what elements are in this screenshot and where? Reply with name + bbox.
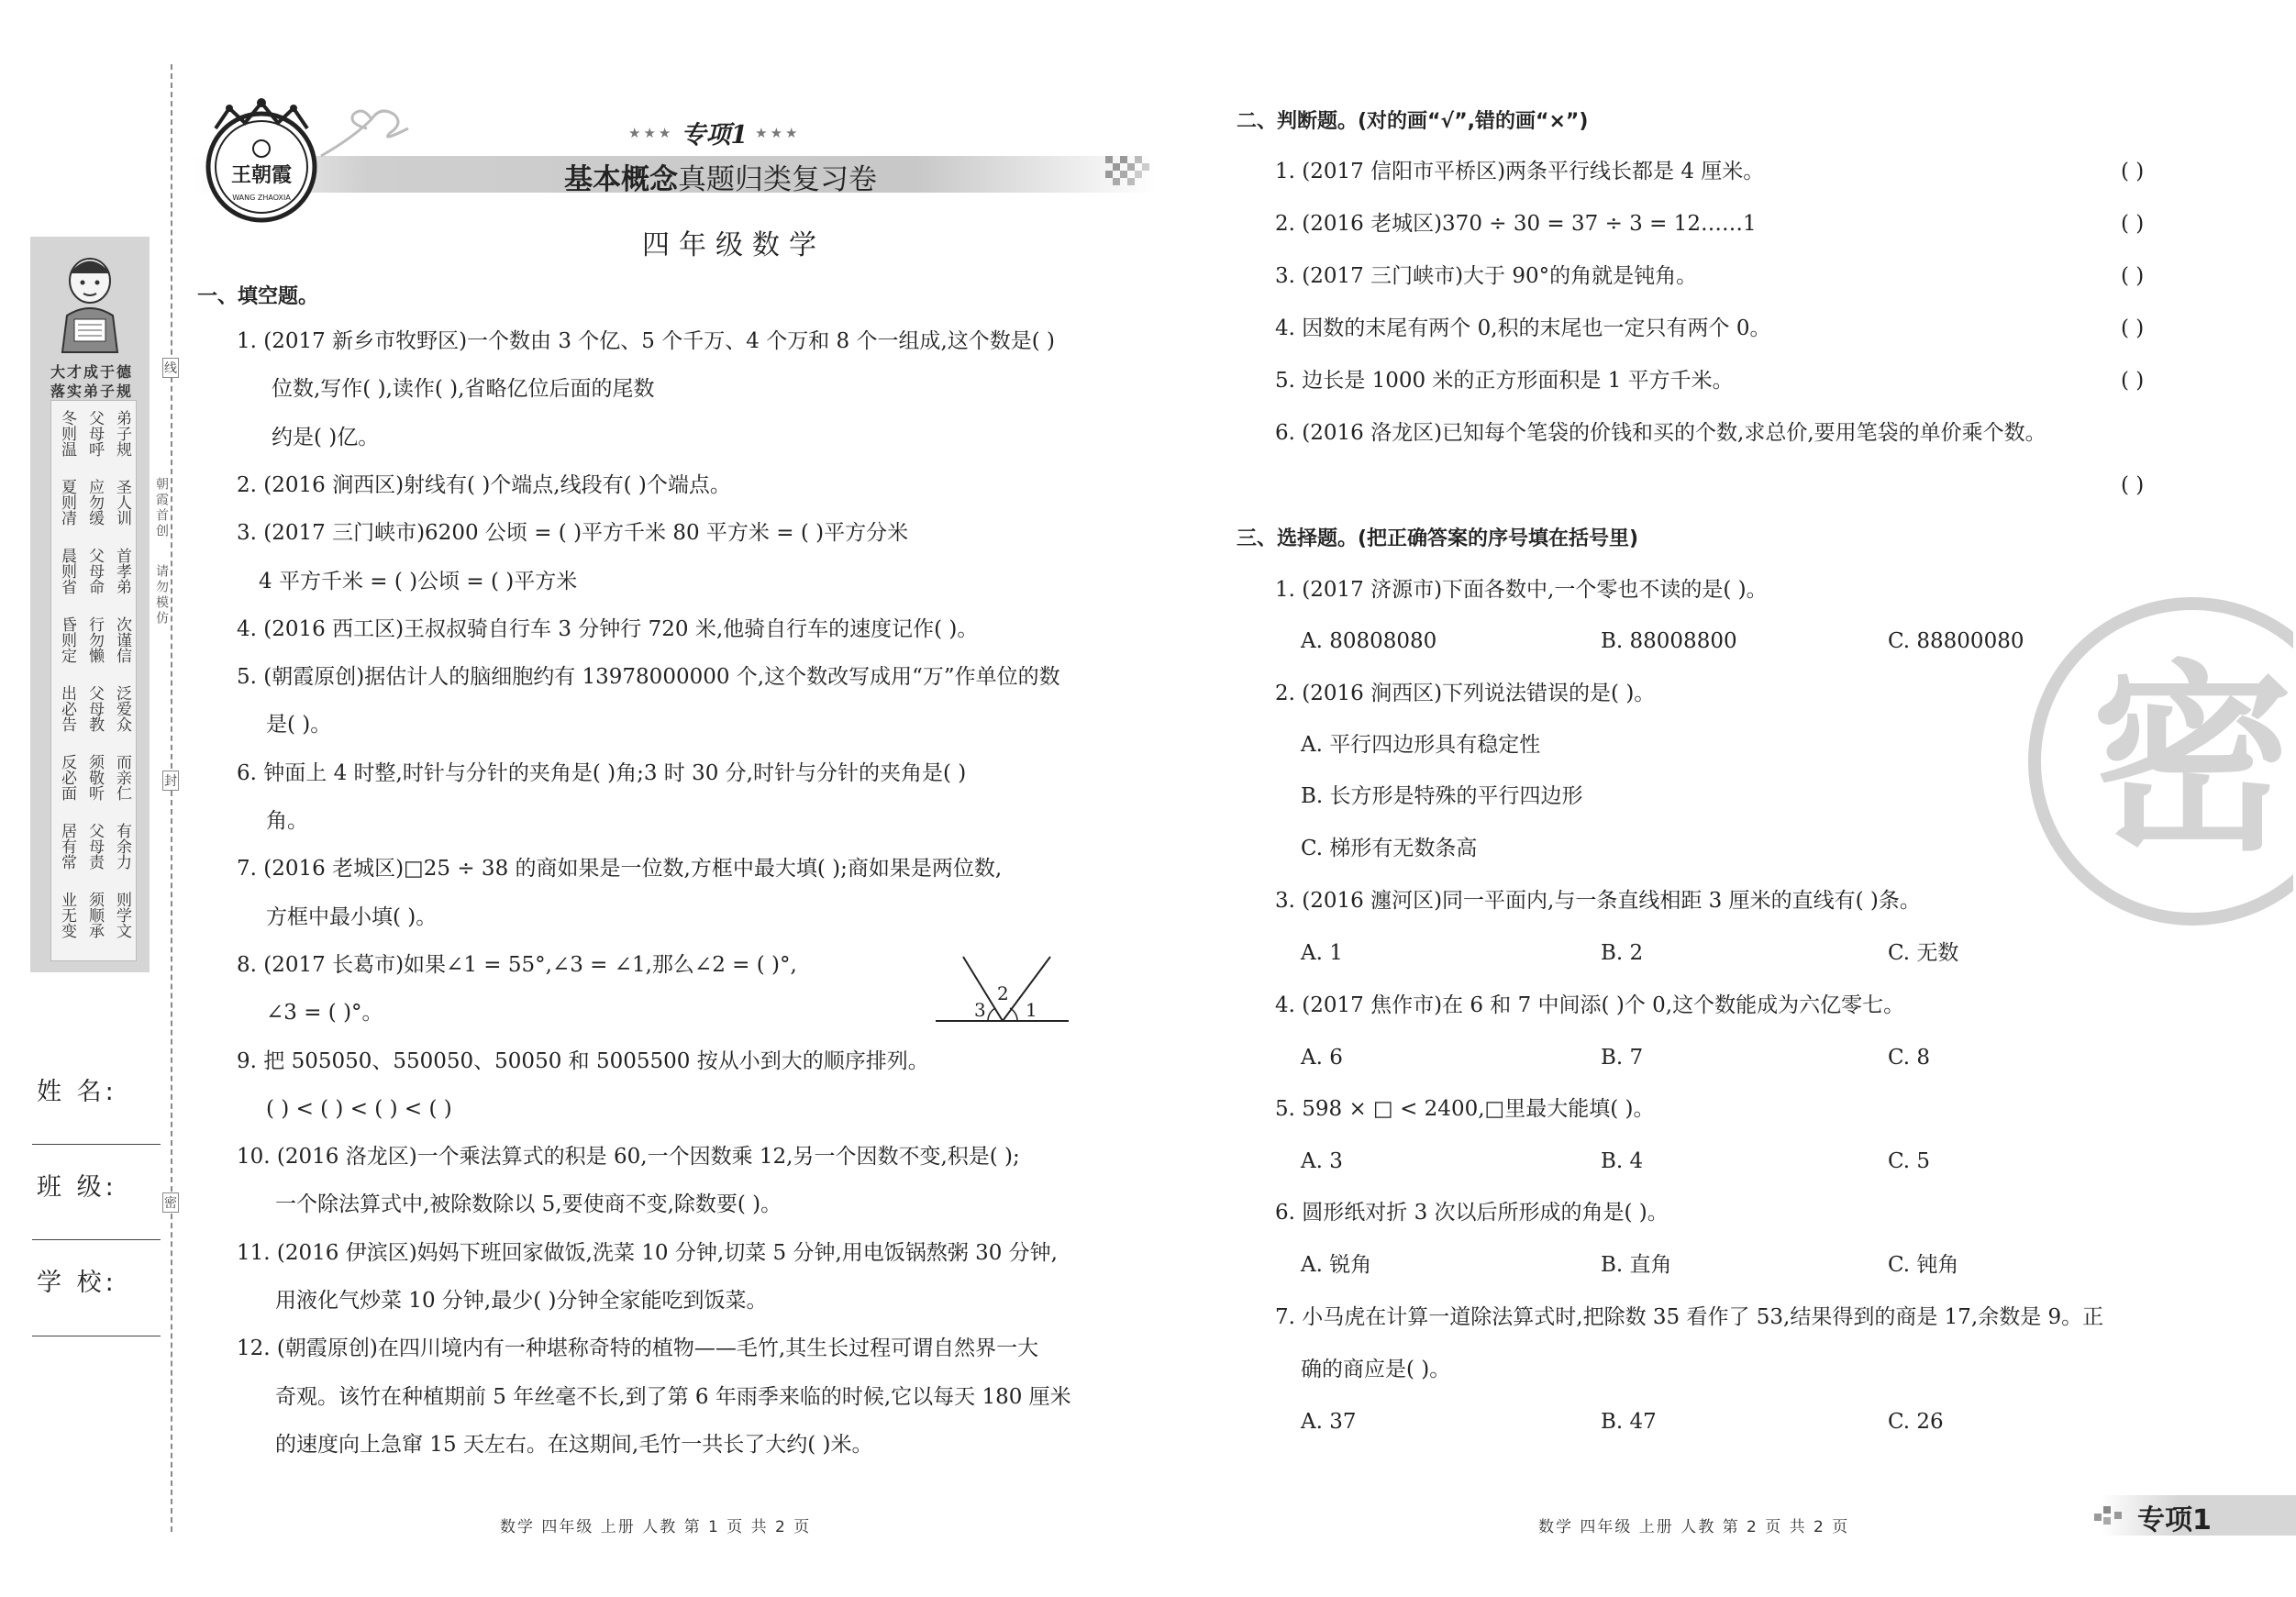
- name-label: 姓 名:: [37, 1078, 117, 1106]
- checker-pattern-icon: [1105, 156, 1160, 193]
- class-label: 班 级:: [37, 1173, 117, 1202]
- question-line: 3. (2017 三门峡市)6200 公顷 = ( )平方千米 80 平方米 = ( )平方分米: [237, 521, 909, 546]
- rule-text: 圣人训: [113, 479, 131, 526]
- copyright-note: 请勿模仿: [154, 564, 169, 627]
- angle-label: 3: [974, 999, 986, 1021]
- choice-option[interactable]: B. 2: [1601, 941, 1644, 965]
- judgement-item: 5. 边长是 1000 米的正方形面积是 1 平方千米。: [1275, 369, 1734, 393]
- class-field[interactable]: [32, 1239, 161, 1240]
- rule-group: [57, 479, 130, 526]
- choice-option[interactable]: A. 锐角: [1301, 1253, 1372, 1277]
- rule-text: 父母呼: [85, 410, 104, 457]
- series-label: [628, 115, 800, 150]
- choice-option[interactable]: C. 无数: [1888, 941, 1959, 965]
- question-line: 4. (2016 西工区)王叔叔骑自行车 3 分钟行 720 米,他骑自行车的速度记作( )。: [237, 616, 979, 641]
- rule-text: 父母教: [85, 685, 104, 732]
- page-subtitle: 四年级数学: [642, 229, 826, 261]
- choice-option[interactable]: B. 直角: [1601, 1253, 1672, 1277]
- section-heading: 二、判断题。(对的画“√”,错的画“×”): [1237, 110, 1589, 133]
- rule-text: 父母命: [85, 548, 104, 594]
- brand-logo: [188, 92, 335, 229]
- copyright-note: 朝霞首创: [154, 477, 169, 539]
- question-line: 的速度向上急窜 15 天左右。在这期间,毛竹一共长了大约( )米。: [275, 1432, 873, 1457]
- rule-text: 泛爱众: [113, 685, 131, 732]
- choice-question: 5. 598 × □ < 2400,□里最大能填( )。: [1275, 1097, 1655, 1121]
- rule-text: 而亲仁: [113, 754, 131, 801]
- name-field[interactable]: [32, 1144, 161, 1145]
- rule-group: [57, 616, 130, 663]
- school-label: 学 校:: [37, 1269, 117, 1297]
- choice-question: 确的商应是( )。: [1301, 1358, 1451, 1381]
- ribbon-icon: [316, 101, 417, 174]
- rule-text: 父母责: [85, 823, 104, 870]
- answer-bracket[interactable]: ( ): [2121, 160, 2145, 183]
- angle-label: 2: [997, 982, 1009, 1004]
- title-rest: 真题归类复习卷: [678, 163, 877, 196]
- choice-question: 4. (2017 焦作市)在 6 和 7 中间添( )个 0,这个数能成为六亿零七。: [1275, 993, 1905, 1017]
- choice-question: 7. 小马虎在计算一道除法算式时,把除数 35 看作了 53,结果得到的商是 17,余数是 9。正: [1275, 1305, 2104, 1329]
- choice-option[interactable]: C. 88800080: [1888, 629, 2024, 653]
- page-title: [564, 156, 877, 197]
- watermark-glyph: 密: [2091, 643, 2293, 878]
- choice-option[interactable]: B. 47: [1601, 1410, 1657, 1434]
- question-line: 用液化气炒菜 10 分钟,最少( )分钟全家能吃到饭菜。: [275, 1289, 768, 1313]
- confidential-stamp: [2018, 587, 2293, 936]
- rule-text: 行勿懒: [85, 616, 104, 663]
- stars-right: ★★★: [755, 124, 801, 141]
- answer-bracket[interactable]: ( ): [2121, 212, 2145, 236]
- choice-option[interactable]: A. 80808080: [1301, 629, 1437, 653]
- footer-right: 数学 四年级 上册 人教 第 2 页 共 2 页: [1538, 1518, 1850, 1536]
- answer-bracket[interactable]: ( ): [2121, 473, 2145, 497]
- rule-text: 须顺承: [85, 892, 104, 938]
- question-line: 5. (朝霞原创)据估计人的脑细胞约有 13978000000 个,这个数改写成用“万”作单位的数: [237, 665, 1060, 690]
- motto-line: 大才成于德: [50, 363, 133, 381]
- choice-option[interactable]: C. 钝角: [1888, 1253, 1959, 1277]
- footer-left: 数学 四年级 上册 人教 第 1 页 共 2 页: [500, 1518, 812, 1536]
- rule-text: 反必面: [58, 754, 76, 801]
- question-line: 4 平方千米 = ( )公顷 = ( )平方米: [259, 569, 578, 593]
- answer-bracket[interactable]: ( ): [2121, 264, 2145, 288]
- section-heading: 三、选择题。(把正确答案的序号填在括号里): [1237, 527, 1639, 550]
- question-line: 6. 钟面上 4 时整,时针与分针的夹角是( )角;3 时 30 分,时针与分针的夹角是( ): [237, 760, 967, 785]
- judgement-item: 6. (2016 洛龙区)已知每个笔袋的价钱和买的个数,求总价,要用笔袋的单价乘个数。: [1275, 421, 2046, 445]
- rule-group: [57, 548, 130, 594]
- choice-option[interactable]: A. 3: [1301, 1149, 1343, 1173]
- question-line: 约是( )亿。: [272, 425, 380, 449]
- question-line: 12. (朝霞原创)在四川境内有一种堪称奇特的植物——毛竹,其生长过程可谓自然界一大: [237, 1336, 1039, 1361]
- section-heading: 一、填空题。: [197, 285, 319, 308]
- choice-question: 1. (2017 济源市)下面各数中,一个零也不读的是( )。: [1275, 578, 1768, 602]
- question-line: 9. 把 505050、550050、50050 和 5005500 按从小到大的顺序排列。: [237, 1048, 929, 1073]
- rule-group: [57, 410, 130, 457]
- choice-option[interactable]: A. 平行四边形具有稳定性: [1301, 733, 1541, 757]
- question-line: 11. (2016 伊滨区)妈妈下班回家做饭,洗菜 10 分钟,切菜 5 分钟,用电饭锅熬粥 30 分钟,: [237, 1240, 1058, 1265]
- rule-text: 冬则温: [58, 410, 76, 457]
- rule-text: 居有常: [58, 823, 76, 870]
- rule-group: [57, 892, 130, 938]
- question-line: 角。: [266, 809, 308, 833]
- question-line: 10. (2016 洛龙区)一个乘法算式的积是 60,一个因数乘 12,另一个因数不变,积是( );: [237, 1145, 1020, 1170]
- question-line: 8. (2017 长葛市)如果∠1 = 55°,∠3 = ∠1,那么∠2 = ( )°,: [237, 952, 797, 977]
- seal-mark: 封: [162, 771, 179, 791]
- judgement-item: 1. (2017 信阳市平桥区)两条平行线长都是 4 厘米。: [1275, 160, 1765, 183]
- cut-line: [171, 64, 172, 1532]
- series-title: 专项1: [681, 121, 749, 150]
- rule-text: 须敬听: [85, 754, 104, 801]
- rule-text: 出必告: [58, 685, 76, 732]
- svg-text:WANG ZHAOXIA: WANG ZHAOXIA: [232, 194, 291, 202]
- rule-group: [57, 823, 130, 870]
- question-line: ( ) < ( ) < ( ) < ( ): [266, 1096, 452, 1121]
- rule-text: 则学文: [113, 892, 131, 938]
- choice-option[interactable]: B. 长方形是特殊的平行四边形: [1301, 784, 1583, 808]
- stars-left: ★★★: [628, 124, 674, 141]
- choice-option[interactable]: B. 88008800: [1601, 629, 1737, 653]
- question-line: 2. (2016 涧西区)射线有( )个端点,线段有( )个端点。: [237, 472, 731, 497]
- choice-option[interactable]: B. 7: [1601, 1046, 1644, 1070]
- angle-diagram: [931, 949, 1073, 1023]
- judgement-item: 2. (2016 老城区)370 ÷ 30 = 37 ÷ 3 = 12……1: [1275, 212, 1757, 236]
- svg-text:王朝霞: 王朝霞: [230, 163, 293, 187]
- rule-text: 晨则省: [58, 548, 76, 594]
- judgement-item: 3. (2017 三门峡市)大于 90°的角就是钝角。: [1275, 264, 1698, 288]
- question-line: 是( )。: [266, 713, 332, 738]
- question-line: 方框中最小填( )。: [266, 904, 438, 929]
- choice-option[interactable]: A. 6: [1301, 1046, 1343, 1070]
- title-bold: 基本概念: [564, 163, 678, 196]
- rule-text: 次谨信: [113, 616, 131, 663]
- seal-mark: 线: [162, 358, 179, 378]
- rule-text: 昏则定: [58, 616, 76, 663]
- choice-option[interactable]: A. 37: [1301, 1410, 1357, 1434]
- question-line: 一个除法算式中,被除数除以 5,要使商不变,除数要( )。: [275, 1192, 782, 1217]
- rule-group: [57, 685, 130, 732]
- footer-badge-text: 专项1: [2137, 1504, 2212, 1536]
- rules-box: [50, 400, 137, 961]
- choice-option[interactable]: C. 梯形有无数条高: [1301, 837, 1478, 860]
- checker-pattern-icon: [2094, 1506, 2131, 1528]
- answer-bracket[interactable]: ( ): [2121, 369, 2145, 393]
- question-line: ∠3 = ( )°。: [266, 1001, 383, 1026]
- judgement-item: 4. 因数的末尾有两个 0,积的末尾也一定只有两个 0。: [1275, 316, 1771, 340]
- rule-group: [57, 754, 130, 801]
- choice-question: 2. (2016 涧西区)下列说法错误的是( )。: [1275, 682, 1656, 705]
- choice-option[interactable]: B. 4: [1601, 1149, 1644, 1173]
- question-line: 7. (2016 老城区)□25 ÷ 38 的商如果是一位数,方框中最大填( );商如果是两位数,: [237, 857, 1003, 882]
- choice-question: 3. (2016 瀍河区)同一平面内,与一条直线相距 3 厘米的直线有( )条。: [1275, 889, 1921, 913]
- rule-text: 弟子规: [113, 410, 131, 457]
- choice-option[interactable]: C. 8: [1888, 1046, 1931, 1070]
- motto-line: 落实弟子规: [50, 383, 133, 400]
- question-line: 1. (2017 新乡市牧野区)一个数由 3 个亿、5 个千万、4 个万和 8 个一组成,这个数是( ): [237, 329, 1056, 353]
- choice-option[interactable]: A. 1: [1301, 941, 1343, 965]
- child-mascot-icon: [39, 244, 140, 354]
- rule-text: 应勿缓: [85, 479, 104, 526]
- seal-mark: 密: [162, 1192, 179, 1213]
- rule-text: 有余力: [113, 823, 131, 870]
- rule-text: 夏则凊: [58, 479, 76, 526]
- rule-text: 业无变: [58, 892, 76, 938]
- sidebar-panel: [30, 237, 150, 972]
- choice-option[interactable]: C. 5: [1888, 1149, 1931, 1173]
- choice-option[interactable]: C. 26: [1888, 1410, 1944, 1434]
- question-line: 位数,写作( ),读作( ),省略亿位后面的尾数: [272, 377, 655, 402]
- question-line: 奇观。该竹在种植期前 5 年丝毫不长,到了第 6 年雨季来临的时候,它以每天 180 厘米: [275, 1384, 1071, 1409]
- choice-question: 6. 圆形纸对折 3 次以后所形成的角是( )。: [1275, 1201, 1669, 1225]
- angle-label: 1: [1026, 999, 1037, 1021]
- answer-bracket[interactable]: ( ): [2121, 316, 2145, 340]
- rule-text: 首孝弟: [113, 548, 131, 594]
